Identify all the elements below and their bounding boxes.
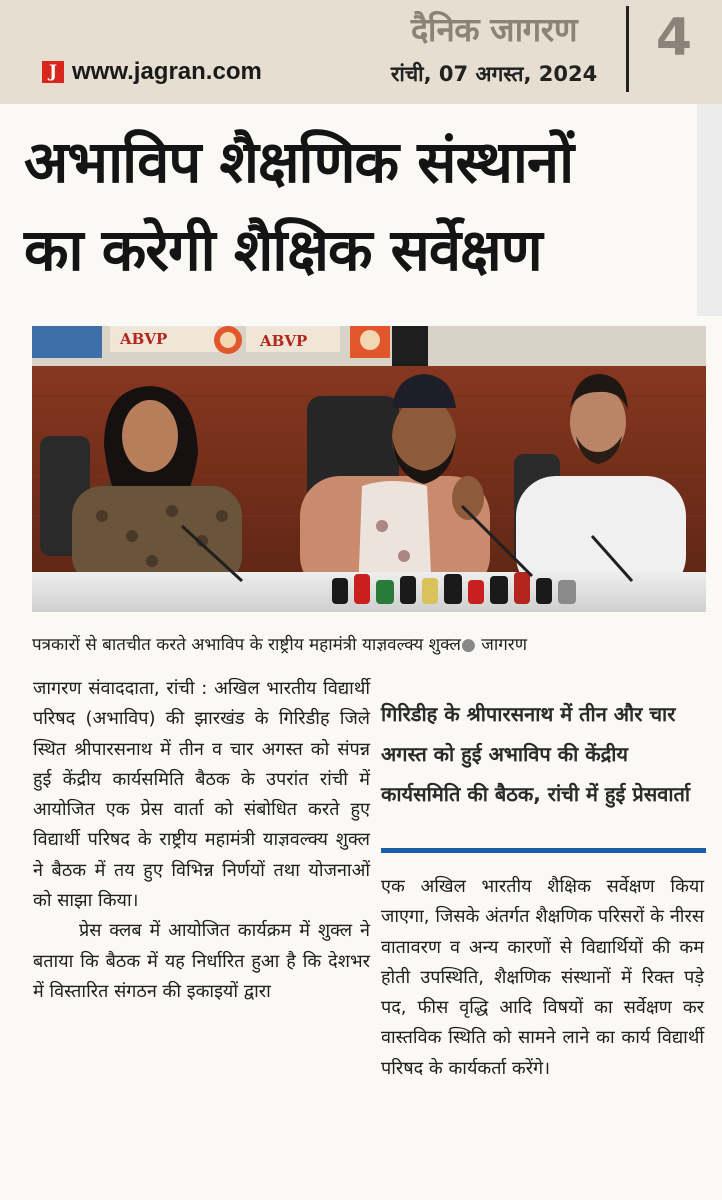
- photo-caption: [32, 632, 704, 655]
- masthead-divider: [626, 6, 629, 92]
- website-url: www.jagran.com: [72, 58, 262, 85]
- banner-text-2: ABVP: [260, 332, 308, 350]
- masthead: [0, 0, 722, 104]
- body-paragraph-1: जागरण संवाददाता, रांची : अखिल भारतीय विद्यार्थी परिषद (अभाविप) की झारखंड के गिरिडीह जिले स्थित श्रीपारसनाथ में तीन व चार अगस्त को संपन्न हुई केंद्रीय कार्यसमिति बैठक के उपरांत रांची में आयोजित एक प्रेस वार्ता को संबोधित करते हुए विद्यार्थी परिषद के राष्ट्रीय महामंत्री याज्ञवल्क्य शुक्ल ने बैठक में तय हुए विभिन्न निर्णयों तथा योजनाओं को साझा किया।: [33, 678, 370, 912]
- caption-text: पत्रकारों से बातचीत करते अभाविप के राष्ट्रीय महामंत्री याज्ञवल्क्य शुक्ल: [32, 635, 461, 655]
- headline-line-1: अभाविप शैक्षणिक संस्थानों: [24, 128, 574, 196]
- pull-quote: गिरिडीह के श्रीपारसनाथ में तीन और चार अगस्त को हुई अभाविप की केंद्रीय कार्यसमिति की बैठक, रांची में हुई प्रेसवार्ता: [381, 702, 691, 806]
- headline-line-2: का करेगी शैक्षिक सर्वेक्षण: [24, 216, 542, 284]
- dateline: रांची, 07 अगस्त, 2024: [390, 62, 598, 86]
- banner-text-1: ABVP: [120, 330, 168, 348]
- page-edge: [697, 104, 722, 316]
- caption-credit: जागरण: [481, 635, 528, 655]
- page-number: 4: [655, 8, 693, 68]
- body-column-right: [381, 872, 704, 1084]
- caption-bullet-icon: ●: [460, 635, 476, 655]
- body-paragraph-2: प्रेस क्लब में आयोजित कार्यक्रम में शुक्ल ने बताया कि बैठक में यह निर्धारित हुआ है कि देशभर में विस्तारित संगठन की इकाइयों द्वारा: [33, 920, 370, 1002]
- jagran-logo-icon: J: [42, 61, 64, 83]
- newspaper-name: दैनिक जागरण: [410, 10, 578, 49]
- body-paragraph-3: एक अखिल भारतीय शैक्षिक सर्वेक्षण किया जाएगा, जिसके अंतर्गत शैक्षणिक परिसरों के नीरस वातावरण व अन्य कारणों से विद्यार्थियों की कम होती उपस्थिति, शैक्षणिक संस्थानों में रिक्त पड़े पद, फीस वृद्धि आदि विषयों का सर्वेक्षण कर वास्तविक स्थिति को सामने लाने का कार्य विद्यार्थी परिषद के कार्यकर्ता करेंगे।: [381, 876, 704, 1079]
- press-conference-photo: [32, 326, 706, 612]
- body-column-left: [33, 674, 370, 1007]
- url-row: [42, 58, 262, 86]
- headline: [24, 118, 696, 294]
- pull-quote-rule: [381, 848, 706, 853]
